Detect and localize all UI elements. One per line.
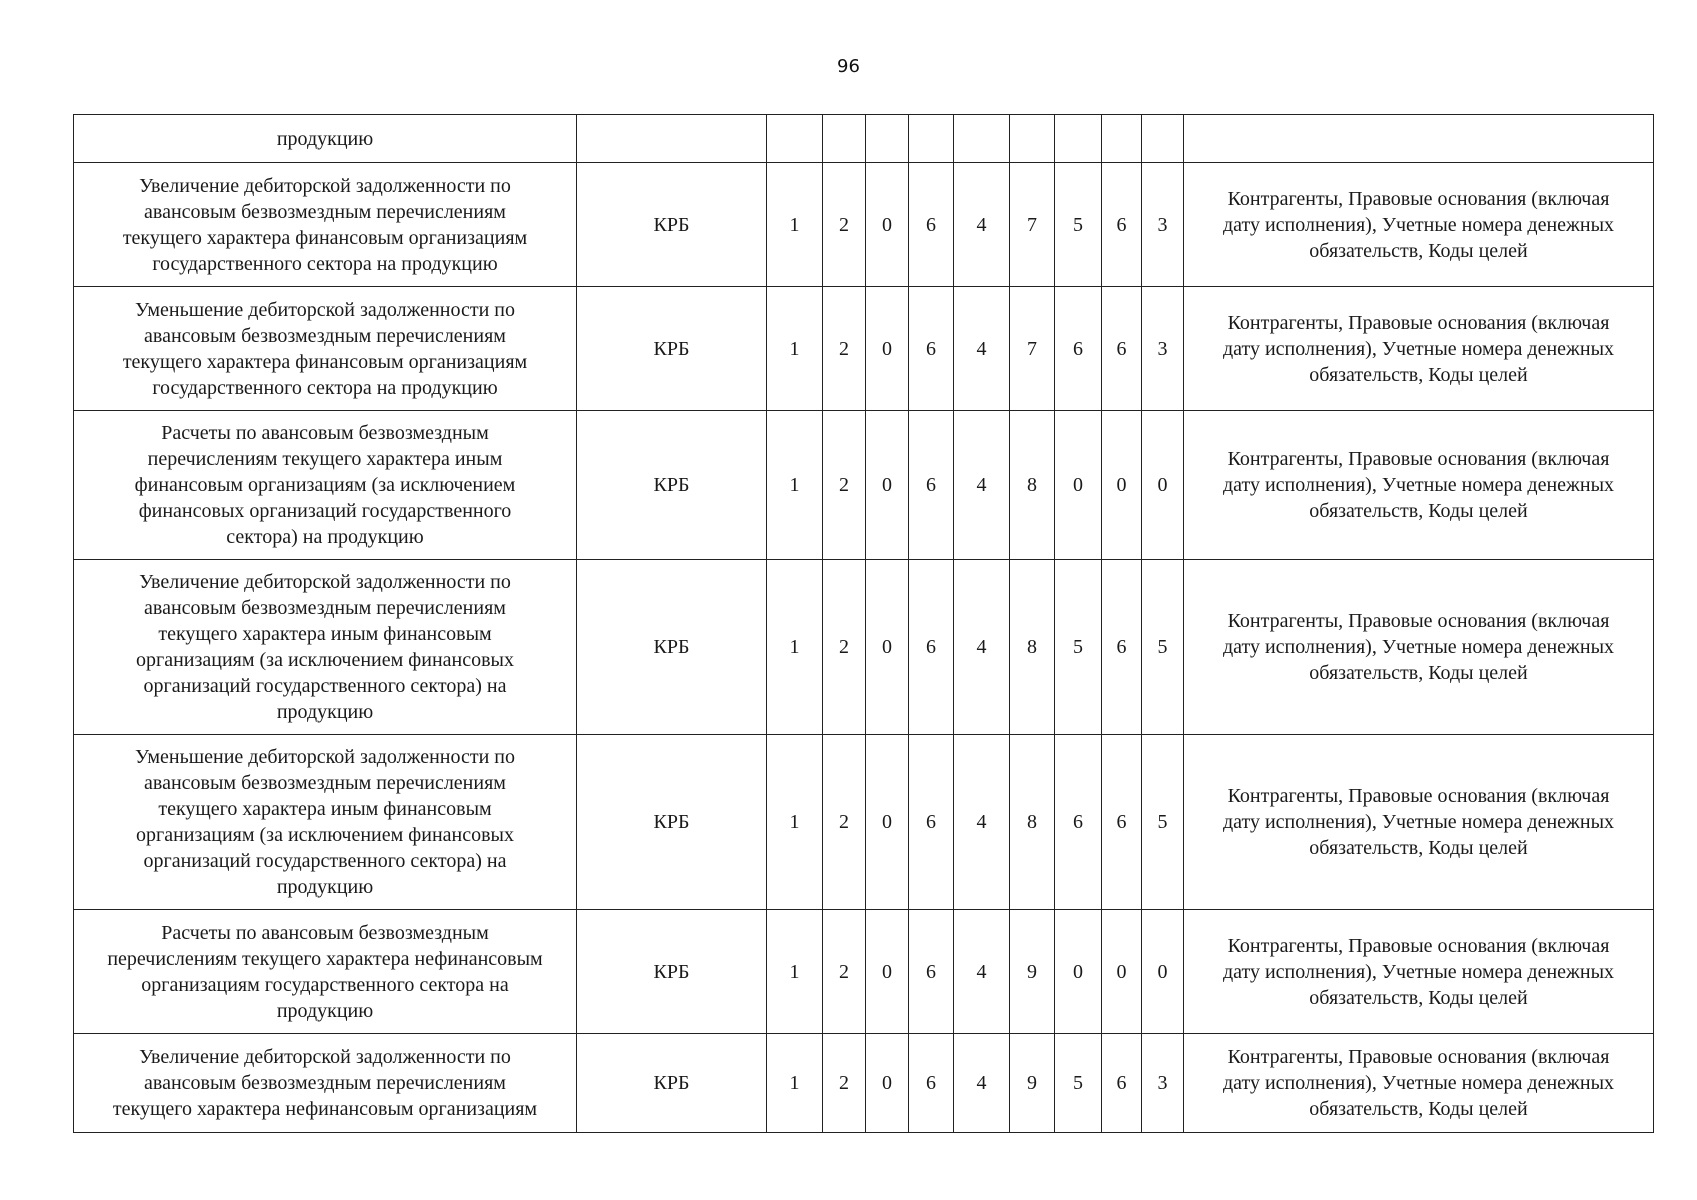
code-cell: КРБ xyxy=(577,411,767,560)
account-digit-cell: 2 xyxy=(823,735,866,910)
account-digit-cell: 9 xyxy=(1010,1034,1055,1133)
account-digit-cell: 5 xyxy=(1055,163,1102,287)
account-name-line: организаций государственного сектора) на xyxy=(143,675,507,697)
account-name-cell xyxy=(74,910,577,1034)
analytics-line: Контрагенты, Правовые основания (включая xyxy=(1227,610,1610,632)
account-digit-cell: 7 xyxy=(1010,163,1055,287)
code-cell: КРБ xyxy=(577,163,767,287)
account-name-line: текущего характера финансовым организациям xyxy=(122,226,528,249)
code-cell: КРБ xyxy=(577,1034,767,1133)
analytics-line: обязательств, Коды целей xyxy=(1309,363,1528,386)
account-name-line: авансовым безвозмездным перечислениям xyxy=(144,597,506,619)
account-digit-cell: 5 xyxy=(1055,1034,1102,1133)
account-name-line: Расчеты по авансовым безвозмездным xyxy=(161,921,489,944)
analytics-line: Контрагенты, Правовые основания (включая xyxy=(1227,934,1610,957)
account-digit-cell: 0 xyxy=(866,735,909,910)
account-name-line: Увеличение дебиторской задолженности по xyxy=(139,1046,511,1068)
account-name-line: авансовым безвозмездным перечислениям xyxy=(144,1072,506,1094)
account-digit-cell: 0 xyxy=(866,560,909,735)
account-digit-cell: 6 xyxy=(1055,287,1102,411)
account-digit-cell: 5 xyxy=(1055,560,1102,735)
analytics-line: дату исполнения), Учетные номера денежных xyxy=(1222,474,1615,496)
account-name-line: финансовых организаций государственного xyxy=(138,500,512,522)
account-digit-cell: 5 xyxy=(1142,735,1184,910)
account-name-line: авансовым безвозмездным перечислениям xyxy=(144,200,506,223)
account-digit-cell: 6 xyxy=(909,1034,954,1133)
account-name-line: продукцию xyxy=(276,701,374,723)
account-digit-cell xyxy=(823,115,866,163)
account-digit-cell: 4 xyxy=(954,287,1010,411)
account-name-line: организациям (за исключением финансовых xyxy=(136,649,514,671)
account-name-line: государственного сектора на продукцию xyxy=(152,252,498,275)
account-digit-cell: 2 xyxy=(823,560,866,735)
account-digit-cell xyxy=(1102,115,1142,163)
account-name-cell xyxy=(74,735,577,910)
analytics-cell xyxy=(1184,163,1654,287)
analytics-line: Контрагенты, Правовые основания (включая xyxy=(1227,1046,1610,1068)
account-name-line: продукцию xyxy=(276,127,374,150)
account-digit-cell: 8 xyxy=(1010,560,1055,735)
analytics-cell xyxy=(1184,560,1654,735)
account-digit-cell: 6 xyxy=(1102,287,1142,411)
account-digit-cell: 6 xyxy=(909,163,954,287)
analytics-cell xyxy=(1184,115,1654,163)
account-digit-cell xyxy=(1055,115,1102,163)
analytics-line: дату исполнения), Учетные номера денежных xyxy=(1222,811,1615,833)
account-digit-cell: 0 xyxy=(1055,411,1102,560)
account-digit-cell: 6 xyxy=(1102,560,1142,735)
account-digit-cell: 9 xyxy=(1010,910,1055,1034)
account-name-line: продукцию xyxy=(276,999,374,1022)
account-digit-cell: 4 xyxy=(954,163,1010,287)
account-name-cell xyxy=(74,560,577,735)
account-digit-cell: 3 xyxy=(1142,163,1184,287)
account-name-cell xyxy=(74,287,577,411)
account-name-cell xyxy=(74,163,577,287)
account-digit-cell xyxy=(1142,115,1184,163)
analytics-line: обязательств, Коды целей xyxy=(1309,239,1528,262)
account-digit-cell: 2 xyxy=(823,411,866,560)
account-name-line: государственного сектора на продукцию xyxy=(152,376,498,399)
account-digit-cell: 0 xyxy=(866,163,909,287)
analytics-cell xyxy=(1184,910,1654,1034)
account-digit-cell: 8 xyxy=(1010,411,1055,560)
account-digit-cell: 1 xyxy=(767,560,823,735)
account-digit-cell: 0 xyxy=(866,1034,909,1133)
account-digit-cell: 6 xyxy=(1055,735,1102,910)
account-name-line: сектора) на продукцию xyxy=(226,526,424,548)
account-digit-cell: 7 xyxy=(1010,287,1055,411)
code-cell: КРБ xyxy=(577,287,767,411)
account-name-line: авансовым безвозмездным перечислениям xyxy=(144,324,506,347)
account-name-line: Увеличение дебиторской задолженности по xyxy=(139,174,511,197)
account-digit-cell: 4 xyxy=(954,735,1010,910)
analytics-line: обязательств, Коды целей xyxy=(1309,1098,1528,1120)
account-digit-cell: 5 xyxy=(1142,560,1184,735)
account-digit-cell: 0 xyxy=(1142,411,1184,560)
account-name-cell xyxy=(74,411,577,560)
analytics-line: обязательств, Коды целей xyxy=(1309,986,1528,1009)
table-row xyxy=(74,560,1654,735)
account-digit-cell: 4 xyxy=(954,1034,1010,1133)
page-number: 96 xyxy=(837,56,860,77)
account-name-line: организациям (за исключением финансовых xyxy=(136,824,514,846)
account-digit-cell: 2 xyxy=(823,910,866,1034)
account-digit-cell: 0 xyxy=(1102,411,1142,560)
account-digit-cell: 0 xyxy=(866,910,909,1034)
account-digit-cell: 0 xyxy=(1055,910,1102,1034)
account-digit-cell: 6 xyxy=(909,287,954,411)
analytics-cell xyxy=(1184,1034,1654,1133)
analytics-cell xyxy=(1184,411,1654,560)
analytics-line: дату исполнения), Учетные номера денежных xyxy=(1222,213,1615,236)
account-digit-cell: 0 xyxy=(1142,910,1184,1034)
analytics-line: Контрагенты, Правовые основания (включая xyxy=(1227,311,1610,334)
account-digit-cell: 6 xyxy=(1102,1034,1142,1133)
account-name-cell xyxy=(74,1034,577,1133)
account-digit-cell: 2 xyxy=(823,163,866,287)
table-row xyxy=(74,910,1654,1034)
account-digit-cell: 2 xyxy=(823,1034,866,1133)
account-digit-cell: 6 xyxy=(909,910,954,1034)
account-name-line: финансовым организациям (за исключением xyxy=(134,474,516,496)
account-digit-cell: 2 xyxy=(823,287,866,411)
table-row xyxy=(74,411,1654,560)
table-row xyxy=(74,115,1654,163)
account-name-line: организациям государственного сектора на xyxy=(141,973,509,996)
analytics-line: дату исполнения), Учетные номера денежных xyxy=(1222,1072,1615,1094)
account-name-line: Увеличение дебиторской задолженности по xyxy=(139,571,511,593)
account-name-line: Уменьшение дебиторской задолженности по xyxy=(134,746,516,768)
account-digit-cell: 1 xyxy=(767,411,823,560)
accounts-table xyxy=(73,114,1654,1133)
analytics-line: дату исполнения), Учетные номера денежных xyxy=(1222,960,1615,983)
analytics-line: Контрагенты, Правовые основания (включая xyxy=(1227,448,1610,470)
account-name-line: текущего характера иным финансовым xyxy=(158,798,492,820)
analytics-line: дату исполнения), Учетные номера денежных xyxy=(1222,636,1615,658)
account-digit-cell: 6 xyxy=(909,411,954,560)
table-row xyxy=(74,287,1654,411)
code-cell xyxy=(577,115,767,163)
account-digit-cell: 6 xyxy=(909,735,954,910)
analytics-line: дату исполнения), Учетные номера денежных xyxy=(1222,337,1615,360)
account-digit-cell xyxy=(909,115,954,163)
code-cell: КРБ xyxy=(577,560,767,735)
account-digit-cell: 3 xyxy=(1142,1034,1184,1133)
account-digit-cell: 0 xyxy=(1102,910,1142,1034)
account-name-line: текущего характера финансовым организациям xyxy=(122,350,528,373)
account-digit-cell: 4 xyxy=(954,560,1010,735)
account-name-cell xyxy=(74,115,577,163)
account-digit-cell: 1 xyxy=(767,287,823,411)
account-name-line: организаций государственного сектора) на xyxy=(143,850,507,872)
account-digit-cell xyxy=(866,115,909,163)
account-digit-cell: 6 xyxy=(1102,163,1142,287)
account-name-line: продукцию xyxy=(276,876,374,898)
code-cell: КРБ xyxy=(577,910,767,1034)
account-digit-cell: 8 xyxy=(1010,735,1055,910)
account-name-line: перечислениям текущего характера иным xyxy=(147,448,503,470)
account-digit-cell xyxy=(1010,115,1055,163)
analytics-line: обязательств, Коды целей xyxy=(1309,662,1528,684)
code-cell: КРБ xyxy=(577,735,767,910)
account-name-line: Уменьшение дебиторской задолженности по xyxy=(134,298,516,321)
analytics-line: Контрагенты, Правовые основания (включая xyxy=(1227,785,1610,807)
analytics-line: обязательств, Коды целей xyxy=(1309,837,1528,859)
account-digit-cell: 4 xyxy=(954,411,1010,560)
account-digit-cell xyxy=(767,115,823,163)
analytics-cell xyxy=(1184,735,1654,910)
account-digit-cell: 1 xyxy=(767,163,823,287)
account-digit-cell: 1 xyxy=(767,735,823,910)
account-digit-cell: 6 xyxy=(909,560,954,735)
table-row xyxy=(74,163,1654,287)
account-digit-cell: 3 xyxy=(1142,287,1184,411)
analytics-line: обязательств, Коды целей xyxy=(1309,500,1528,522)
account-name-line: Расчеты по авансовым безвозмездным xyxy=(161,422,489,444)
account-digit-cell xyxy=(954,115,1010,163)
account-name-line: текущего характера нефинансовым организациям xyxy=(112,1098,538,1120)
account-name-line: текущего характера иным финансовым xyxy=(158,623,492,645)
account-name-line: авансовым безвозмездным перечислениям xyxy=(144,772,506,794)
account-digit-cell: 0 xyxy=(866,287,909,411)
table-row xyxy=(74,1034,1654,1133)
table-body xyxy=(74,115,1654,1133)
account-digit-cell: 0 xyxy=(866,411,909,560)
account-digit-cell: 4 xyxy=(954,910,1010,1034)
analytics-line: Контрагенты, Правовые основания (включая xyxy=(1227,187,1610,210)
account-digit-cell: 6 xyxy=(1102,735,1142,910)
table-row xyxy=(74,735,1654,910)
account-digit-cell: 1 xyxy=(767,1034,823,1133)
account-digit-cell: 1 xyxy=(767,910,823,1034)
account-name-line: перечислениям текущего характера нефинансовым xyxy=(107,947,543,970)
analytics-cell xyxy=(1184,287,1654,411)
